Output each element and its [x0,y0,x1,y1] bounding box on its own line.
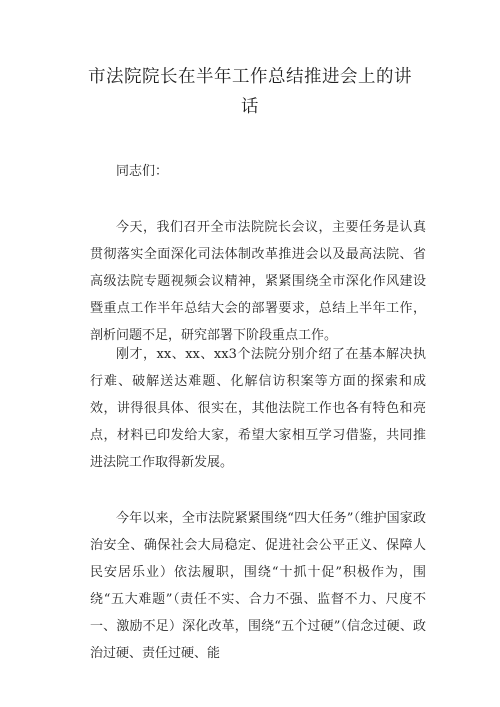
paragraph-3: 今年以来，全市法院紧紧围绕“四大任务”（维护国家政治安全、确保社会大局稳定、促进社会公平正义、保障人民安居乐业）依法履职，围绕“十抓十促”积极作为，围绕“五大难题”（责任不实、合力不强、监督不力、尺度不一、激励不足）深化改革，围绕“五个过硬”（信念过硬、政治过硬、责任过硬、能 [90,511,426,661]
document-title: 市法院院长在半年工作总结推进会上的讲话 [88,67,412,117]
greeting: 同志们： [116,164,169,179]
paragraph-1: 今天，我们召开全市法院院长会议，主要任务是认真贯彻落实全面深化司法体制改革推进会以及最高法院、省高级法院专题视频会议精神，紧紧围绕全市深化作风建设暨重点工作半年总结大会的部署要求，总结上半年工作，剖析问题不足，研究部署下阶段重点工作。 [90,220,426,343]
paragraph-2: 刚才，xx、xx、xx3个法院分别介绍了在基本解决执行难、破解送达难题、化解信访积案等方面的探索和成效，讲得很具体、很实在，其他法院工作也各有特色和亮点，材料已印发给大家，希望大家相互学习借鉴，共同推进法院工作取得新发展。 [90,347,426,470]
